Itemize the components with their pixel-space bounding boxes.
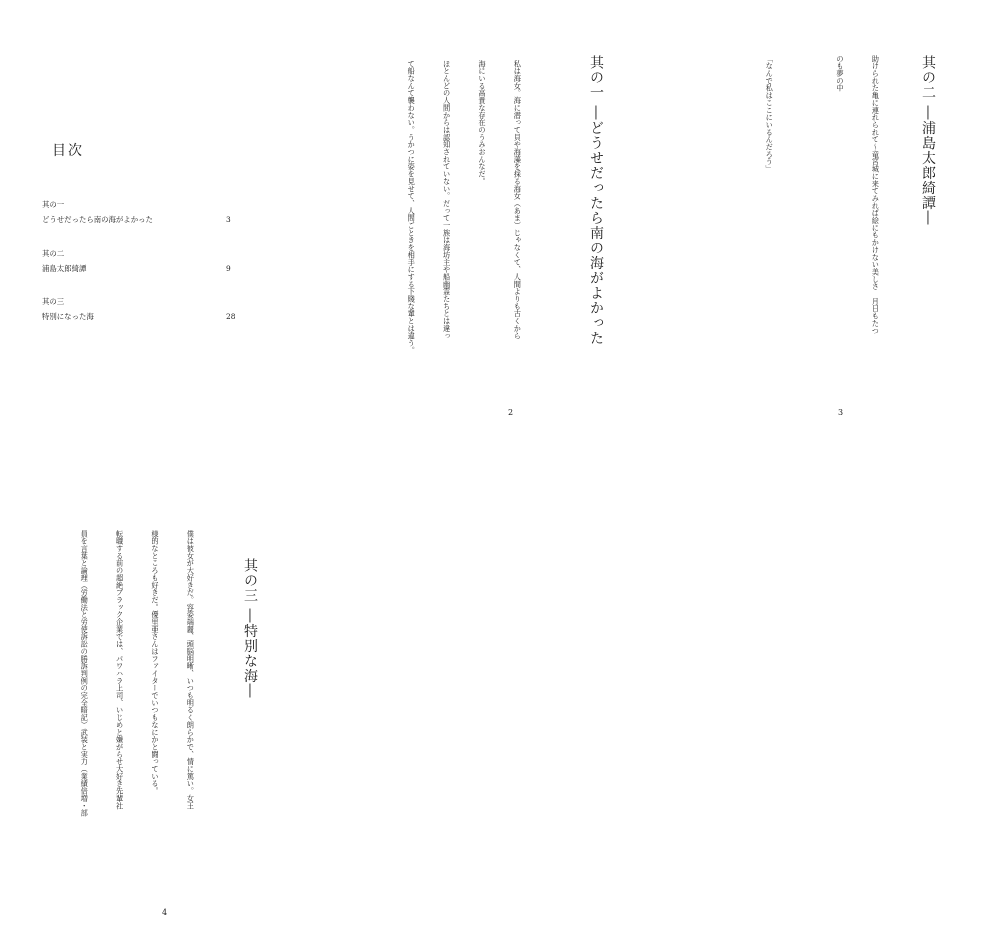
page-number: 4 [162,908,168,917]
chapter2-body [745,55,905,400]
chapter3-body [60,530,220,905]
chapter3-heading: 其の三 ―特別な海― [242,558,258,699]
page-number: 3 [838,408,844,417]
chapter2-line: のも夢の中 [836,55,846,92]
chapter1-line: 海にいる高貴な存在のうみおんなだ。 [478,60,488,185]
chapter2-line: 「なんで私はここにいるんだろう」 [765,55,775,173]
chapter3-line: 僕は彼女が大好きだ。容姿端麗、頭脳明晰、いつも明るく朗らかで、情に篤い。女王 [186,530,196,810]
toc-entry-title: 特別になった海 [42,312,94,321]
toc-entry-number: 其の三 [42,297,65,306]
chapter1-line: 私は海女。海に潜って貝や海藻を採る海女（あま）じゃなくて、人間よりも古くから [513,60,523,340]
toc-entry-number: 其の一 [42,200,65,209]
chapter1-heading: 其の一 ―どうせだったら南の海がよかった [588,55,604,346]
chapter3-line: 員を言葉と論理（労働法と労使訴訟の勝訴判例の完全暗記）武装と実力（業績倍増・部 [80,530,90,817]
chapter2-line [799,55,811,400]
toc-title: 目次 [52,143,84,159]
chapter3-line: 転職する前の超絶ブラック企業では、パワハラ上司、いじめと嫌がらせ大好き先輩社 [115,530,125,810]
toc-entry-page: 3 [226,215,231,224]
toc-page [0,0,300,460]
chapter1-body [407,60,547,405]
chapter1-line: ほとんどの人間からは認知されていない。だって一族は海坊主や船幽霊たちとは違っ [442,60,452,340]
toc-entry-page: 9 [226,264,231,273]
toc-entry-page: 28 [226,312,236,321]
toc-entry-number: 其の二 [42,249,65,258]
toc-entry[interactable] [42,197,242,228]
chapter1-line: て船なんて襲わない。うかつに姿を見せて、人間ごときを相手にする下賤な輩とは違う。 [407,60,417,354]
chapter2-heading: 其の二 ―浦島太郎綺譚― [920,55,936,226]
chapter2-line: 助けられた亀に連れられて〜竜宮城に来てみれば絵にもかけない美しさ 月日もたつ [871,55,881,335]
toc-entry-title: どうせだったら南の海がよかった [42,215,153,224]
page-number: 2 [508,408,514,417]
toc-entry[interactable] [42,294,242,325]
chapter3-line: 様的なところも好きだ。優里亜さんはファイターでいつもなにかと闘っている。 [151,530,161,795]
toc-entry[interactable] [42,246,242,277]
toc-entry-title: 浦島太郎綺譚 [42,264,87,273]
